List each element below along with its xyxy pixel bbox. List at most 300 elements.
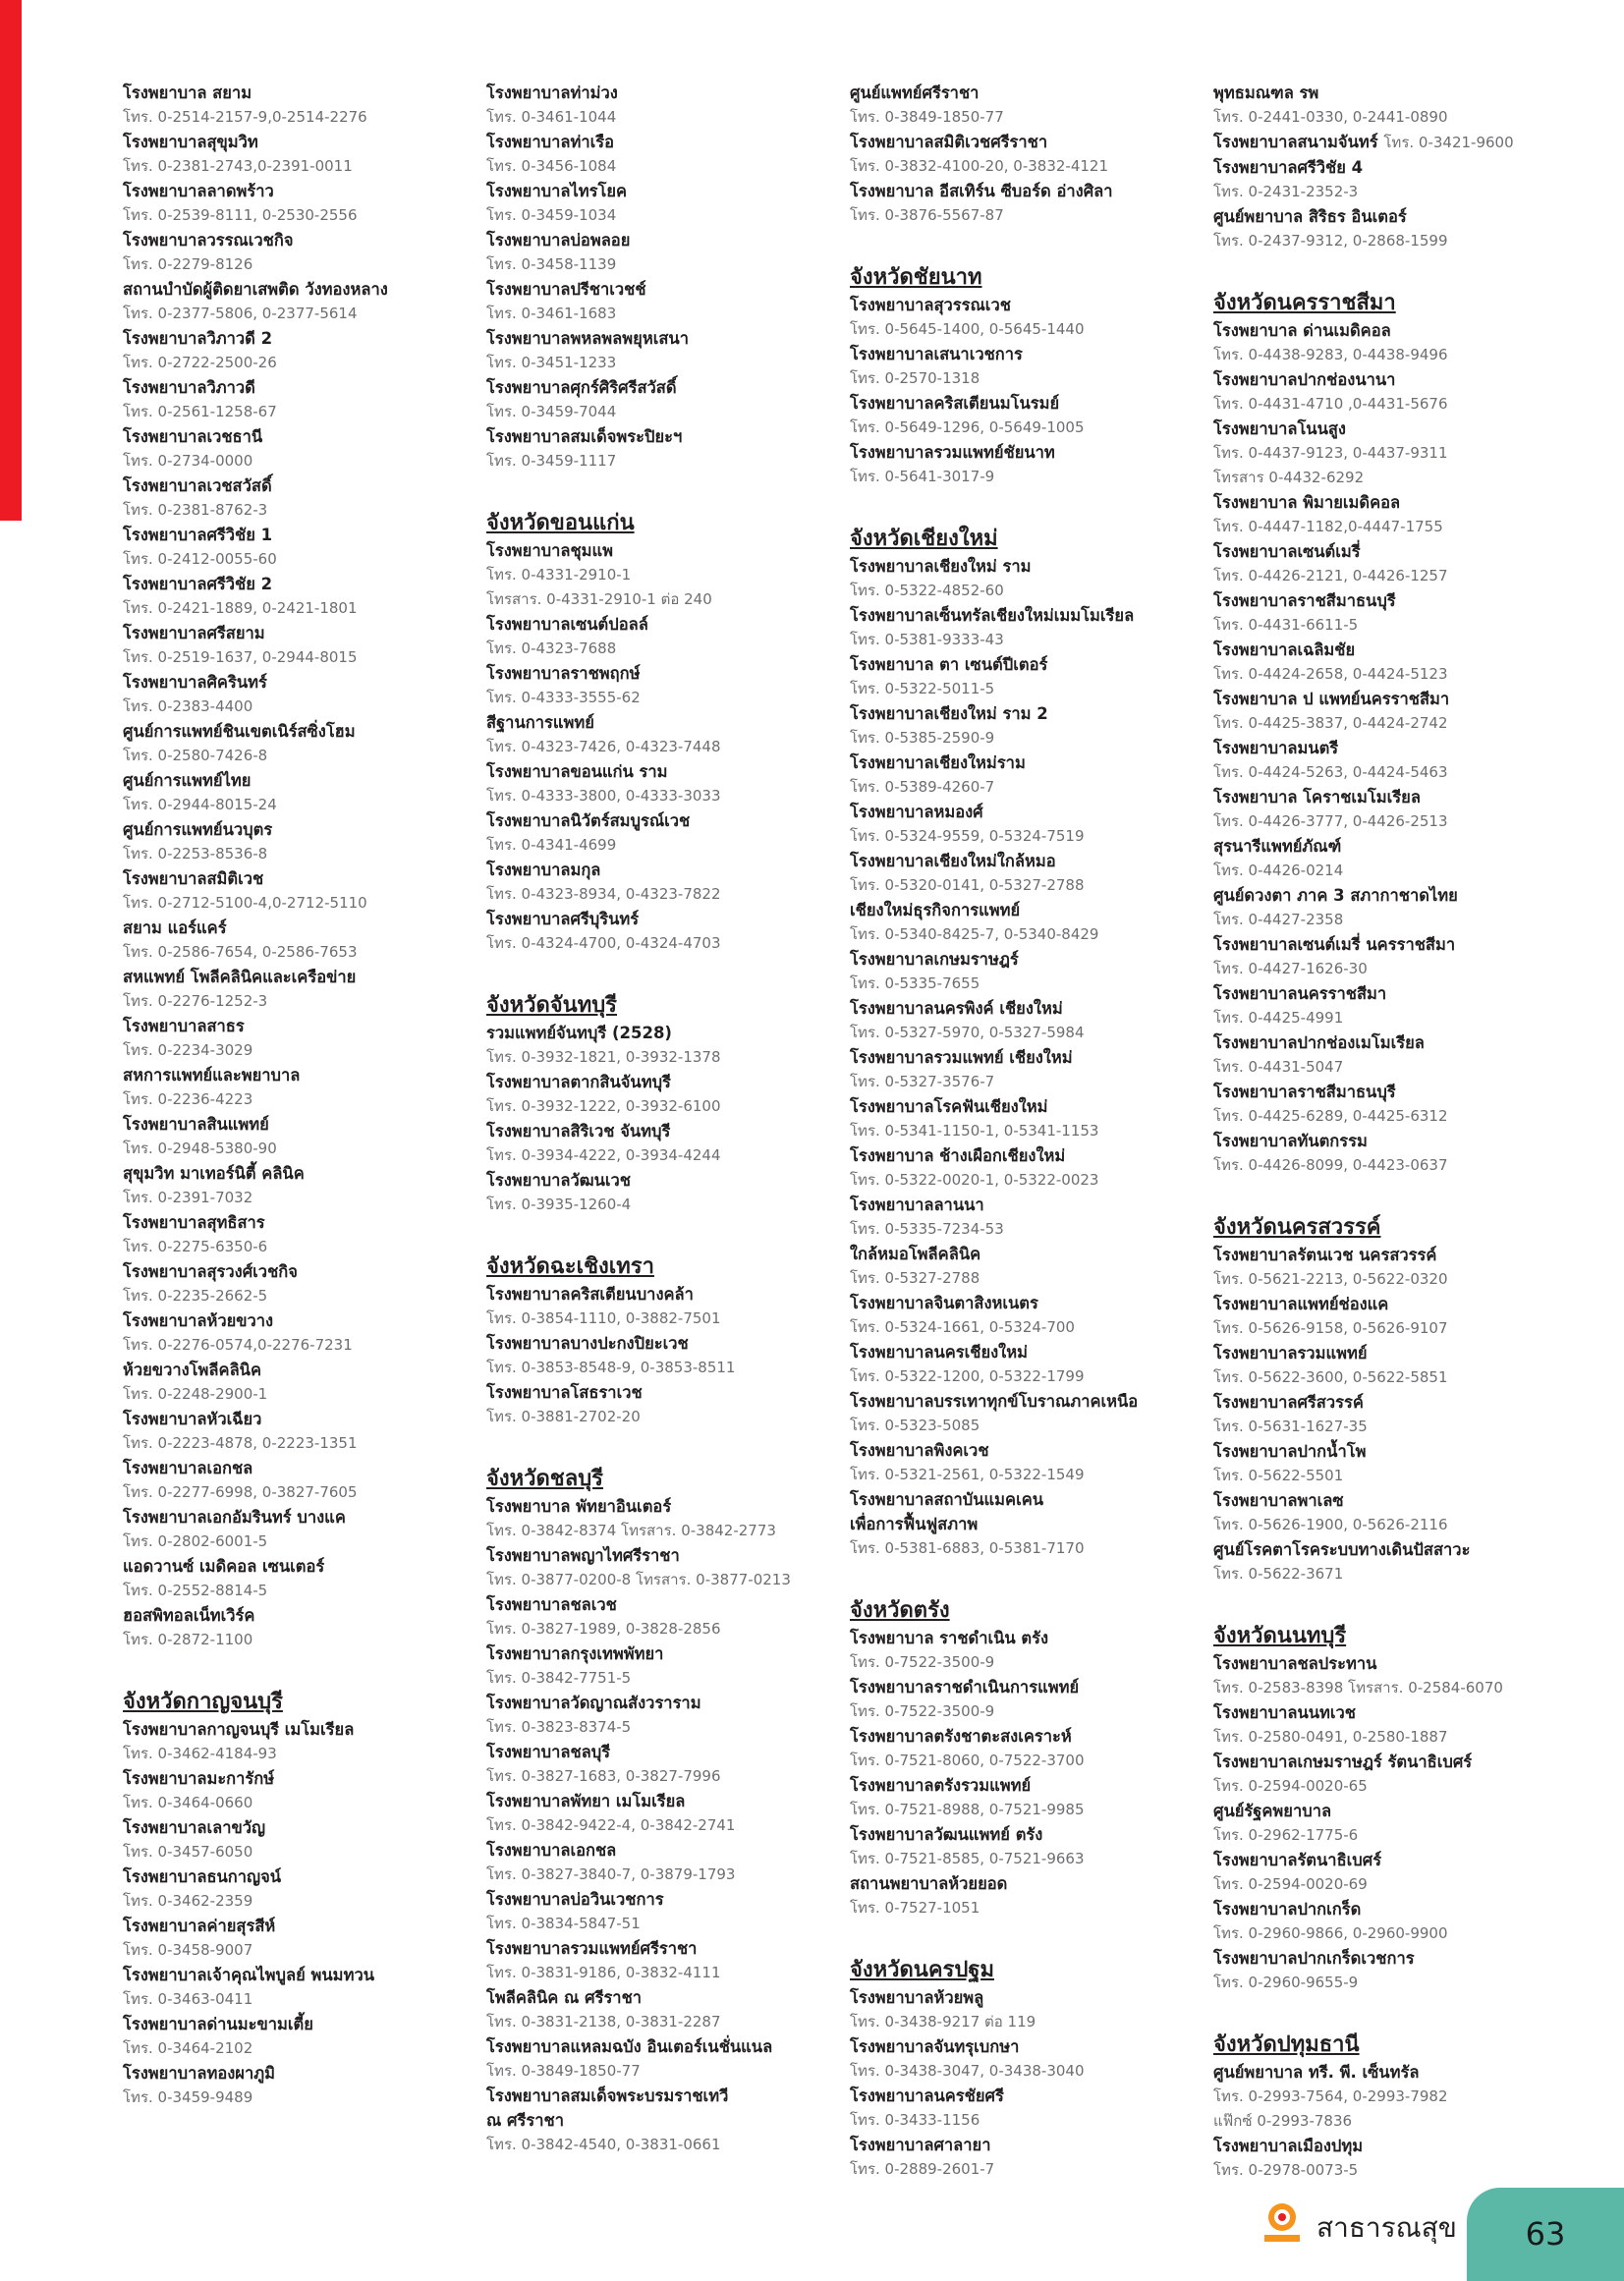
hospital-phone: โทร. 0-2962-1775-6 [1213, 1826, 1359, 1844]
hospital-phone: โทร. 0-3932-1821, 0-3932-1378 [486, 1048, 721, 1066]
hospital-name [123, 179, 496, 203]
province-heading: จังหวัดตรัง [850, 1598, 950, 1623]
hospital-name-text: โรงพยาบาลค่ายสุรสีห์ [123, 1917, 276, 1935]
hospital-name-text: โรงพยาบาลศรีสวรรค์ [1213, 1393, 1364, 1412]
hospital-phone: โทร. 0-2412-0055-60 [123, 550, 277, 568]
hospital-phone: โทร. 0-3834-5847-51 [486, 1915, 641, 1932]
hospital-name [486, 538, 860, 563]
hospital-name [850, 1871, 1223, 1896]
hospital-phone: โทร. 0-4426-8099, 0-4423-0637 [1213, 1156, 1448, 1174]
hospital-entry [123, 2061, 496, 2110]
hospital-name-text: โรงพยาบาลเวชธานี [123, 427, 263, 446]
hospital-name [1213, 1946, 1587, 1971]
hospital-phone: โทร. 0-4431-5047 [1213, 1058, 1344, 1076]
hospital-name [1213, 81, 1587, 105]
hospital-entry [123, 817, 496, 866]
hospital-name [123, 473, 496, 498]
hospital-name-text: โรงพยาบาลจันทรุเบกษา [850, 2037, 1020, 2056]
hospital-phone: โทร. 0-2391-7032 [123, 1189, 253, 1206]
hospital-entry [486, 661, 860, 710]
hospital-name-text: โพลีคลินิค ณ ศรีราชา [486, 1988, 643, 2007]
hospital-name-text: เพื่อการฟื้นฟูสภาพ [850, 1515, 979, 1533]
hospital-name-text: โรงพยาบาลเอกชล [486, 1841, 617, 1860]
hospital-name-text: โรงพยาบาลศรีวิชัย 4 [1213, 158, 1364, 177]
hospital-name [1213, 1651, 1587, 1676]
hospital-name [850, 1985, 1223, 2010]
hospital-phone: โทร. 0-3881-2702-20 [486, 1408, 641, 1425]
hospital-phone: โทร. 0-3854-1110, 0-3882-7501 [486, 1309, 721, 1327]
hospital-entry [123, 473, 496, 523]
hospital-entry [123, 1210, 496, 1259]
hospital-phone: โทร. 0-5626-9158, 0-5626-9107 [1213, 1319, 1448, 1337]
hospital-name [486, 1282, 860, 1307]
hospital-name [123, 768, 496, 793]
hospital-phone: โทร. 0-5322-5011-5 [850, 680, 995, 697]
hospital-entry [850, 652, 1223, 701]
province-heading: จังหวัดนนทบุรี [1213, 1624, 1347, 1648]
hospital-name [123, 2012, 496, 2036]
hospital-phone: โทร. 0-2712-5100-4,0-2712-5110 [123, 894, 367, 912]
hospital-phone: โทรสาร. 0-4331-2910-1 ต่อ 240 [486, 590, 712, 608]
hospital-name-text: รวมแพทย์จันทบุรี (2528) [486, 1024, 672, 1042]
hospital-name [123, 1308, 496, 1333]
hospital-name-text: โรงพยาบาลสมเด็จพระบรมราชเทวี [486, 2086, 729, 2105]
hospital-name-text: โรงพยาบาลห้วยพลู [850, 1988, 984, 2007]
hospital-name-text: โรงพยาบาลเชียงใหม่ ราม 2 [850, 704, 1048, 723]
hospital-entry [123, 375, 496, 424]
hospital-phone: แฟ๊กซ์ 0-2993-7836 [1213, 2112, 1353, 2130]
hospital-name [486, 1021, 860, 1045]
hospital-phone: โทร. 0-4426-0214 [1213, 862, 1344, 879]
hospital-entry [123, 670, 496, 719]
hospital-entry [486, 808, 860, 858]
hospital-name [123, 1914, 496, 1938]
hospital-entry [486, 424, 860, 473]
hospital-name [123, 817, 496, 842]
hospital-phone: โทร. 0-7521-8988, 0-7521-9985 [850, 1801, 1085, 1818]
hospital-name [850, 800, 1223, 824]
hospital-name-text: โรงพยาบาลบรรเทาทุกข์โบราณภาคเหนือ [850, 1392, 1139, 1411]
hospital-name-text: ศูนย์แพทย์ศรีราชา [850, 83, 980, 102]
hospital-entry [1213, 539, 1587, 588]
hospital-entry [486, 1691, 860, 1740]
hospital-name [123, 1456, 496, 1480]
hospital-name-text: โรงพยาบาลศรีสยาม [123, 624, 265, 642]
hospital-name [850, 81, 1223, 105]
hospital-name [1213, 785, 1587, 809]
hospital-entry [1213, 1848, 1587, 1897]
hospital-name-text: โรงพยาบาลตรังรวมแพทย์ [850, 1776, 1032, 1795]
hospital-name-text: โรงพยาบาลวัดญาณสังวราราม [486, 1694, 701, 1712]
hospital-name [123, 719, 496, 744]
hospital-phone: โทร. 0-3935-1260-4 [486, 1196, 632, 1213]
hospital-name-text: สีฐานการแพทย์ [486, 713, 594, 732]
hospital-entry [850, 751, 1223, 800]
hospital-phone: โทร. 0-3842-8374 โทรสาร. 0-3842-2773 [486, 1522, 776, 1539]
hospital-phone: โทร. 0-5626-1900, 0-5626-2116 [1213, 1516, 1448, 1533]
hospital-name-text: โรงพยาบาลขอนแก่น ราม [486, 762, 668, 781]
hospital-entry [123, 179, 496, 228]
hospital-phone: โทร. 0-5327-5970, 0-5327-5984 [850, 1024, 1085, 1041]
hospital-entry [486, 759, 860, 808]
hospital-name-text: โรงพยาบาลชลบุรี [486, 1743, 611, 1761]
directory-column [1213, 81, 1587, 2183]
hospital-phone: โทร. 0-3464-2102 [123, 2039, 253, 2057]
hospital-entry [1213, 736, 1587, 785]
hospital-name-text: โรงพยาบาลเจ้าคุณไพบูลย์ พนมทวน [123, 1966, 374, 1984]
hospital-phone: โทร. 0-2275-6350-6 [123, 1238, 268, 1255]
hospital-name-text: โรงพยาบาล พิมายเมดิคอล [1213, 493, 1401, 512]
hospital-name-text: โรงพยาบาลศรีบุรินทร์ [486, 910, 640, 928]
hospital-phone: โทร. 0-3451-1233 [486, 354, 617, 371]
hospital-name [486, 228, 860, 252]
hospital-name [1213, 883, 1587, 908]
hospital-entry [486, 1789, 860, 1838]
hospital-phone: โทร. 0-5621-2213, 0-5622-0320 [1213, 1270, 1448, 1288]
hospital-name-text: โรงพยาบาลเกษมราษฎร์ [850, 950, 1019, 969]
hospital-name [850, 1675, 1223, 1699]
hospital-phone: โทร. 0-4324-4700, 0-4324-4703 [486, 934, 721, 952]
hospital-entry [123, 1815, 496, 1864]
hospital-name-text: ศูนย์พยาบาล สิริธร อินเตอร์ [1213, 207, 1407, 226]
hospital-phone: โทร. 0-3438-9217 ต่อ 119 [850, 2013, 1036, 2031]
directory-column [123, 81, 496, 2110]
hospital-entry [123, 621, 496, 670]
hospital-name-text: โรงพยาบาลธนกาญจน์ [123, 1867, 282, 1886]
hospital-name [123, 670, 496, 695]
hospital-entry [486, 2084, 860, 2108]
hospital-phone: โทร. 0-2441-0330, 0-2441-0890 [1213, 108, 1448, 126]
province-heading: จังหวัดชัยนาท [850, 265, 982, 290]
hospital-entry [486, 538, 860, 587]
hospital-name [123, 1766, 496, 1791]
hospital-name-text: โรงพยาบาลโนนสูง [1213, 419, 1346, 438]
hospital-name-text: โรงพยาบาลเมืองปทุม [1213, 2137, 1364, 2155]
hospital-entry [850, 391, 1223, 440]
hospital-name [850, 440, 1223, 465]
hospital-phone: โทร. 0-2421-1889, 0-2421-1801 [123, 599, 358, 617]
hospital-name [486, 1119, 860, 1143]
hospital-name-text: โรงพยาบาล พัทยาอินเตอร์ [486, 1497, 672, 1516]
hospital-entry [486, 907, 860, 956]
hospital-name [850, 179, 1223, 203]
hospital-entry [850, 342, 1223, 391]
hospital-entry [1213, 785, 1587, 834]
hospital-name [850, 849, 1223, 873]
hospital-name-text: โรงพยาบาลทันตกรรม [1213, 1132, 1368, 1150]
hospital-entry [486, 1331, 860, 1380]
hospital-name [123, 916, 496, 940]
hospital-name-text: โรงพยาบาลเชียงใหม่ ราม [850, 557, 1032, 576]
hospital-name [1213, 932, 1587, 957]
hospital-name-text: โรงพยาบาลศรีวิชัย 2 [123, 575, 273, 593]
hospital-name [850, 603, 1223, 628]
hospital-name-text: โรงพยาบาลปรีชาเวชช์ [486, 280, 646, 299]
hospital-phone: โทร. 0-3849-1850-77 [486, 2062, 641, 2080]
hospital-entry [1213, 466, 1587, 490]
hospital-entry [1213, 318, 1587, 367]
hospital-phone: โทร. 0-3877-0200-8 โทรสาร. 0-3877-0213 [486, 1571, 791, 1588]
hospital-phone: โทร. 0-5649-1296, 0-5649-1005 [850, 418, 1085, 436]
hospital-name-text: ศูนย์พยาบาล ทรี. พี. เซ็นทรัล [1213, 2063, 1420, 2082]
hospital-entry [850, 947, 1223, 996]
hospital-phone: โทร. 0-2586-7654, 0-2586-7653 [123, 943, 358, 961]
hospital-name [123, 2061, 496, 2086]
hospital-phone: โทร. 0-2276-0574,0-2276-7231 [123, 1336, 353, 1354]
hospital-phone: โทร. 0-2570-1318 [850, 369, 980, 387]
hospital-name [850, 1389, 1223, 1414]
hospital-entry [850, 996, 1223, 1045]
left-accent-bar [0, 0, 22, 521]
hospital-name [850, 1773, 1223, 1798]
hospital-name-text: โรงพยาบาลปากน้ำโพ [1213, 1442, 1367, 1461]
hospital-entry [123, 1259, 496, 1308]
hospital-name-text: โรงพยาบาล สยาม [123, 83, 252, 102]
hospital-phone: โทร. 0-3458-9007 [123, 1941, 253, 1959]
hospital-phone: โทร. 0-2594-0020-69 [1213, 1875, 1368, 1893]
hospital-name [850, 391, 1223, 416]
hospital-name [1213, 539, 1587, 564]
hospital-entry [486, 1543, 860, 1592]
hospital-entry [1213, 417, 1587, 466]
hospital-entry [486, 587, 860, 612]
hospital-phone: โทร. 0-5381-6883, 0-5381-7170 [850, 1539, 1085, 1557]
hospital-phone: โทร. 0-4431-4710 ,0-4431-5676 [1213, 395, 1448, 413]
hospital-name [123, 621, 496, 645]
hospital-name-text: โรงพยาบาลเวชสวัสดิ์ [123, 476, 272, 495]
hospital-name [1213, 981, 1587, 1006]
hospital-phone: โทร. 0-7527-1051 [850, 1899, 980, 1917]
hospital-entry [850, 179, 1223, 228]
hospital-entry [486, 1740, 860, 1789]
hospital-name [486, 661, 860, 686]
hospital-phone: โทร. 0-4426-3777, 0-4426-2513 [1213, 812, 1448, 830]
hospital-name-text: โรงพยาบาลเอกชล [123, 1459, 253, 1477]
hospital-name-text: โรงพยาบาล อีสเทิร์น ซีบอร์ด อ่างศิลา [850, 182, 1113, 200]
hospital-phone: โทร. 0-2594-0020-65 [1213, 1777, 1368, 1795]
hospital-entry [1213, 1080, 1587, 1129]
hospital-name-text: โรงพยาบาลนครชัยศรี [850, 2086, 1004, 2105]
hospital-phone: โทร. 0-2872-1100 [123, 1631, 253, 1648]
hospital-phone: โทร. 0-3459-1117 [486, 452, 617, 470]
hospital-entry [1213, 1341, 1587, 1390]
hospital-entry [123, 130, 496, 179]
hospital-phone: โทร. 0-3438-3047, 0-3438-3040 [850, 2062, 1085, 2080]
hospital-name-text: โรงพยาบาลตากสินจันทบุรี [486, 1073, 671, 1091]
hospital-name [850, 293, 1223, 317]
hospital-entry [850, 1438, 1223, 1487]
hospital-name-text: โรงพยาบาลเอกอัมรินทร์ บางแค [123, 1508, 346, 1527]
hospital-name [123, 1407, 496, 1431]
hospital-name [486, 1543, 860, 1568]
hospital-entry [123, 228, 496, 277]
hospital-name-text: โรงพยาบาลด่านมะขามเตี้ย [123, 2015, 313, 2033]
hospital-entry [486, 277, 860, 326]
hospital-entry [1213, 1897, 1587, 1946]
hospital-phone: โทร. 0-2437-9312, 0-2868-1599 [1213, 232, 1448, 250]
hospital-name-text: โรงพยาบาลกรุงเทพพัทยา [486, 1644, 664, 1663]
hospital-entry [486, 1119, 860, 1168]
hospital-entry [123, 1505, 496, 1554]
hospital-name [123, 572, 496, 596]
hospital-entry [850, 1143, 1223, 1193]
hospital-name [123, 1963, 496, 1987]
hospital-name-text: ศูนย์โรคตาโรคระบบทางเดินปัสสาวะ [1213, 1540, 1471, 1559]
hospital-entry [1213, 1651, 1587, 1700]
hospital-name [1213, 834, 1587, 859]
hospital-entry [123, 1014, 496, 1063]
hospital-phone: โทร. 0-4425-3837, 0-4424-2742 [1213, 714, 1448, 732]
hospital-phone: โทร. 0-4427-2358 [1213, 911, 1344, 928]
hospital-phone: โทร. 0-2561-1258-67 [123, 403, 277, 420]
hospital-name-text: โรงพยาบาลนครราชสีมา [1213, 984, 1387, 1003]
hospital-name-text: โรงพยาบาลแพทย์ช่องแค [1213, 1295, 1389, 1313]
hospital-phone: โทร. 0-4425-4991 [1213, 1009, 1344, 1027]
hospital-name [123, 375, 496, 400]
hospital-name [1213, 2060, 1587, 2085]
hospital-name [486, 81, 860, 105]
hospital-name [123, 523, 496, 547]
hospital-phone: โทร. 0-3842-7751-5 [486, 1669, 632, 1687]
hospital-name [486, 1691, 860, 1715]
hospital-phone: โทร. 0-3462-2359 [123, 1892, 253, 1910]
hospital-name-text: โรงพยาบาล ป แพทย์นครราชสีมา [1213, 690, 1450, 708]
hospital-name [1213, 1243, 1587, 1267]
hospital-name-text: โรงพยาบาลบ่อพลอย [486, 231, 631, 250]
hospital-name-text: โรงพยาบาลสินแพทย์ [123, 1115, 269, 1134]
hospital-entry [486, 375, 860, 424]
hospital-entry [486, 858, 860, 907]
hospital-phone: โทร. 0-5335-7234-53 [850, 1220, 1004, 1238]
province-heading: จังหวัดนครสวรรค์ [1213, 1215, 1381, 1240]
hospital-name [850, 2133, 1223, 2157]
hospital-name-text: โรงพยาบาลชลประทาน [1213, 1654, 1377, 1673]
hospital-entry [123, 1456, 496, 1505]
hospital-entry [486, 1592, 860, 1641]
hospital-phone: โทร. 0-5322-4852-60 [850, 582, 1004, 599]
hospital-phone: โทร. 0-5385-2590-9 [850, 729, 995, 747]
hospital-name [123, 1554, 496, 1579]
hospital-name [850, 1340, 1223, 1364]
hospital-name [850, 1143, 1223, 1168]
hospital-name [1213, 204, 1587, 229]
hospital-phone: โทร. 0-3932-1222, 0-3932-6100 [486, 1097, 721, 1115]
hospital-name-text: โรงพยาบาลวิภาวดี 2 [123, 329, 273, 348]
hospital-name-text: โรงพยาบาลคริสเตียนมโนรมย์ [850, 394, 1060, 413]
hospital-name [1213, 1488, 1587, 1513]
hospital-phone: โทร. 0-2381-8762-3 [123, 501, 268, 519]
hospital-name-text: โรงพยาบาลเซนต์เมรี่ [1213, 542, 1361, 561]
hospital-entry [850, 293, 1223, 342]
hospital-phone: โทร. 0-2722-2500-26 [123, 354, 277, 371]
hospital-name [486, 759, 860, 784]
hospital-name-text: โรงพยาบาล ราชดำเนิน ตรัง [850, 1629, 1049, 1647]
hospital-name-text: โรงพยาบาลเชียงใหม่ราม [850, 753, 1026, 772]
hospital-entry [123, 424, 496, 473]
hospital-name-text: โรงพยาบาลคริสเตียนบางคล้า [486, 1285, 694, 1304]
hospital-name-text: โรงพยาบาลวิภาวดี [123, 378, 255, 397]
hospital-name-text: โรงพยาบาลเลาขวัญ [123, 1818, 266, 1837]
hospital-name [1213, 736, 1587, 760]
hospital-name-text: โรงพยาบาลหมองศ์ [850, 803, 983, 821]
hospital-name [486, 375, 860, 400]
hospital-entry [486, 1936, 860, 1985]
page-number: 63 [1525, 2215, 1566, 2253]
hospital-entry [486, 179, 860, 228]
magazine-logo-icon [1262, 2200, 1302, 2244]
hospital-phone: โทร. 0-5335-7655 [850, 974, 980, 992]
hospital-entry [123, 1864, 496, 1914]
hospital-entry [123, 916, 496, 965]
hospital-name-text: โรงพยาบาลวรรณเวชกิจ [123, 231, 294, 250]
hospital-name [850, 1512, 1223, 1536]
hospital-phone: โทร. 0-5321-2561, 0-5322-1549 [850, 1466, 1085, 1483]
hospital-entry [850, 1487, 1223, 1512]
hospital-name [123, 1112, 496, 1137]
hospital-name [1213, 1390, 1587, 1415]
hospital-phone: โทร. 0-2279-8126 [123, 255, 253, 273]
hospital-phone: โทร. 0-3876-5567-87 [850, 206, 1004, 224]
directory-column [486, 81, 860, 2157]
hospital-entry [850, 1512, 1223, 1561]
hospital-phone: โทร. 0-7522-3500-9 [850, 1653, 995, 1671]
hospital-entry [123, 768, 496, 817]
hospital-name [850, 1626, 1223, 1650]
hospital-name-text: โรงพยาบาลศิครินทร์ [123, 673, 267, 692]
hospital-name-text: โรงพยาบาลสนามจันทร์ [1213, 133, 1378, 151]
hospital-name-text: โรงพยาบาลปากช่องเมโมเรียล [1213, 1033, 1425, 1052]
hospital-name-text: โรงพยาบาลนนทเวช [1213, 1703, 1356, 1722]
hospital-entry [1213, 204, 1587, 253]
hospital-entry [486, 1494, 860, 1543]
hospital-entry [486, 1021, 860, 1070]
hospital-phone: โทร. 0-2234-3029 [123, 1041, 253, 1059]
hospital-phone: โทร. 0-2236-4223 [123, 1090, 253, 1108]
hospital-entry [123, 1358, 496, 1407]
hospital-entry [850, 1871, 1223, 1920]
hospital-name [486, 858, 860, 882]
hospital-phone: โทร. 0-5622-3671 [1213, 1565, 1344, 1583]
hospital-phone: โทร. 0-3457-6050 [123, 1843, 253, 1861]
hospital-entry [123, 1161, 496, 1210]
hospital-name-text: เชียงใหม่ธุรกิจการแพทย์ [850, 901, 1021, 919]
hospital-name [486, 1641, 860, 1666]
hospital-phone: โทร. 0-4427-1626-30 [1213, 960, 1368, 977]
hospital-name-text: โรงพยาบาลพาเลซ [1213, 1491, 1344, 1510]
hospital-entry [1213, 2134, 1587, 2183]
hospital-name [486, 1936, 860, 1961]
hospital-name-text: ศูนย์การแพทย์ชินเขตเนิร์สซิ่งโฮม [123, 722, 356, 741]
hospital-phone: โทร. 0-5323-5085 [850, 1417, 980, 1434]
hospital-phone: โทร. 0-4447-1182,0-4447-1755 [1213, 518, 1443, 535]
hospital-phone: โทร. 0-4438-9283, 0-4438-9496 [1213, 346, 1448, 363]
hospital-phone: โทร. 0-2276-1252-3 [123, 992, 268, 1010]
hospital-name-text: โรงพยาบาลสถาบันแมคเคน [850, 1490, 1044, 1509]
hospital-entry [1213, 932, 1587, 981]
hospital-name [850, 1045, 1223, 1070]
hospital-entry [123, 1554, 496, 1603]
hospital-name-text: โรงพยาบาลชลเวช [486, 1595, 617, 1614]
hospital-phone: โทร. 0-5381-9333-43 [850, 631, 1004, 648]
hospital-entry [850, 1822, 1223, 1871]
hospital-entry [850, 440, 1223, 489]
hospital-entry [1213, 1030, 1587, 1080]
hospital-name [486, 1789, 860, 1813]
hospital-phone: โทร. 0-5320-0141, 0-5327-2788 [850, 876, 1085, 894]
hospital-phone: โทร. 0-5322-0020-1, 0-5322-0023 [850, 1171, 1099, 1189]
hospital-name [486, 2034, 860, 2059]
hospital-entry [486, 1380, 860, 1429]
